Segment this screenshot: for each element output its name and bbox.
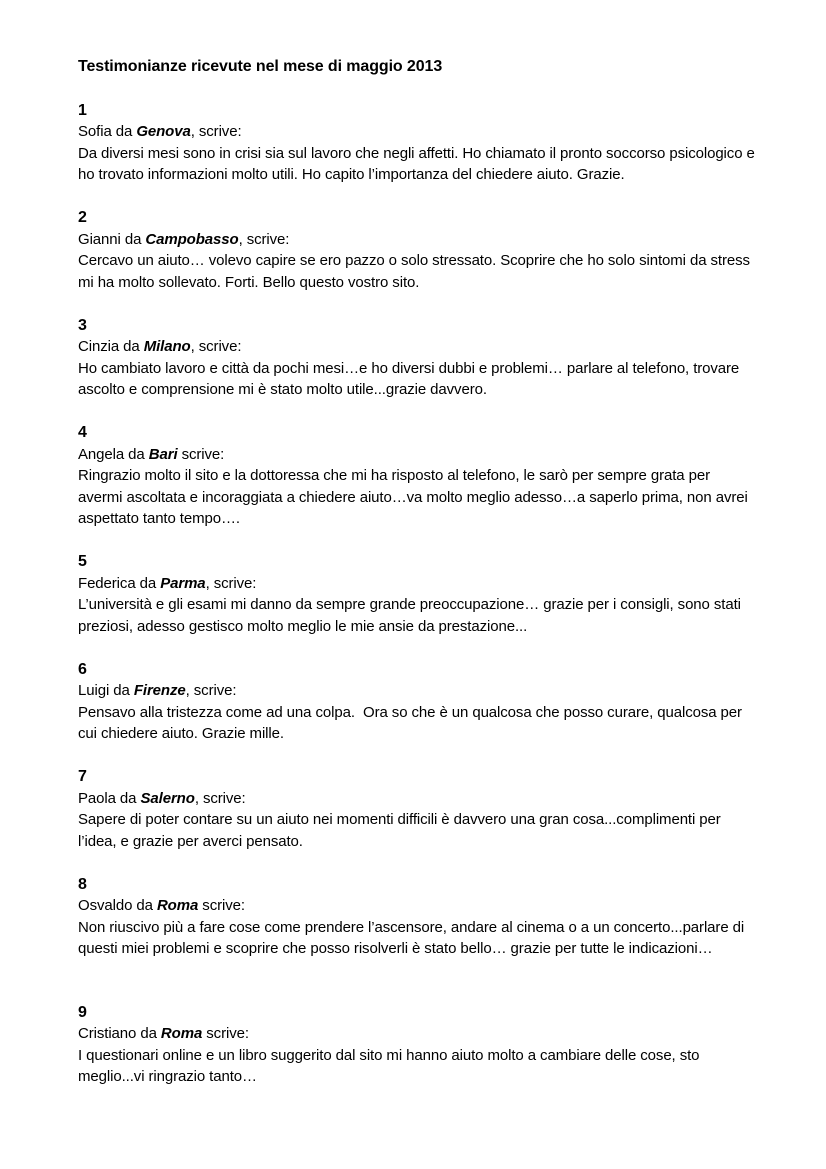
testimonial-body: Non riuscivo più a fare cose come prendere l’ascensore, andare al cinema o a un concerto...parlare di questi miei problemi e scoprire che posso risolverli è stato bello… grazie per tutte le indicazioni… [78,918,749,957]
testimonial-number: 2 [78,209,87,226]
testimonial-section-6 [78,659,758,745]
testimonial-intro [78,895,758,917]
testimonial-city: Parma [160,574,206,592]
testimonial-body: Pensavo alla tristezza come ad una colpa. Ora so che è un qualcosa che posso curare, qualcosa per cui chiedere aiuto. Grazie mille. [78,703,747,742]
testimonial-name: Cinzia da [78,338,144,355]
testimonial-number: 6 [78,660,87,678]
testimonial-intro [78,121,758,143]
testimonial-city: Bari [148,445,178,463]
testimonial-body: Ho cambiato lavoro e città da pochi mesi…e ho diversi dubbi e problemi… parlare al telefono, trovare ascolto e comprensione mi è stato molto utile...grazie davvero. [78,359,744,398]
page-title: Testimonianze ricevute nel mese di maggio 2013 [78,58,443,75]
testimonial-scrive: scrive: [198,897,245,914]
testimonial-name: Cristiano da [78,1025,161,1042]
testimonial-number: 3 [78,316,87,334]
testimonial-number: 5 [78,553,87,570]
testimonial-intro [78,336,758,358]
testimonial-section-7 [78,766,758,852]
testimonial-city: Roma [160,1025,203,1042]
testimonial-number: 4 [78,424,87,441]
testimonial-number: 9 [78,1003,87,1021]
testimonial-city: Campobasso [145,230,239,248]
testimonial-body: L’università e gli esami mi danno da sempre grande preoccupazione… grazie per i consigli, sono stati preziosi, adesso gestisco molto meglio le mie ansie da prestazione... [78,596,745,635]
testimonial-body: Sapere di poter contare su un aiuto nei momenti difficili è davvero una gran cosa...complimenti per l’idea, e grazie per averci pensato. [78,811,725,850]
testimonial-body: Cercavo un aiuto… volevo capire se ero pazzo o solo stressato. Scoprire che ho solo sintomi da stress mi ha molto sollevato. Forti. Bello questo vostro sito. [78,252,754,291]
testimonial-city: Salerno [140,789,195,807]
testimonial-section-1 [78,100,758,186]
testimonial-number: 8 [78,875,87,893]
testimonial-scrive: , scrive: [238,230,290,248]
testimonial-city: Firenze [133,682,186,699]
testimonial-city: Roma [156,897,199,914]
testimonial-scrive: scrive: [202,1025,249,1042]
testimonial-intro [78,788,758,810]
testimonial-body: Ringrazio molto il sito e la dottoressa che mi ha risposto al telefono, le sarò per sempre grata per avermi ascoltata e incoraggiata a chiedere aiuto…va molto meglio adesso…a saperlo prima, non avrei aspettato tanto tempo…. [78,467,752,527]
testimonial-intro [78,444,758,466]
testimonial-body: Da diversi mesi sono in crisi sia sul lavoro che negli affetti. Ho chiamato il pronto soccorso psicologico e ho trovato informazioni molto utili. Ho capito l’importanza del chiedere aiuto. Grazie. [78,144,759,183]
testimonial-scrive: , scrive: [190,123,242,140]
testimonial-body: I questionari online e un libro suggerito dal sito mi hanno aiuto molto a cambiare delle cose, sto meglio...vi ringrazio tanto… [78,1046,704,1085]
testimonial-name: Luigi da [78,682,134,699]
testimonial-city: Milano [143,338,191,355]
testimonial-intro [78,229,758,251]
testimonial-name: Federica da [78,574,161,592]
testimonial-intro [78,1023,758,1045]
testimonial-name: Sofia da [78,123,137,140]
testimonial-name: Angela da [78,445,149,463]
testimonial-section-5 [78,551,758,637]
testimonial-scrive: , scrive: [185,682,237,699]
testimonial-scrive: , scrive: [194,789,246,807]
testimonial-intro [78,573,758,595]
testimonial-section-9 [78,1002,758,1088]
testimonial-number: 7 [78,768,87,785]
testimonial-section-8 [78,874,758,960]
testimonial-scrive: , scrive: [205,574,257,592]
testimonial-name: Osvaldo da [78,897,157,914]
testimonial-number: 1 [78,101,87,119]
testimonial-name: Gianni da [78,230,146,248]
testimonial-scrive: scrive: [177,445,225,463]
testimonial-name: Paola da [78,789,141,807]
testimonial-scrive: , scrive: [190,338,242,355]
testimonial-intro [78,680,758,702]
testimonial-section-2 [78,207,758,293]
testimonial-section-3 [78,315,758,401]
testimonial-city: Genova [136,123,191,140]
testimonial-section-4 [78,422,758,530]
